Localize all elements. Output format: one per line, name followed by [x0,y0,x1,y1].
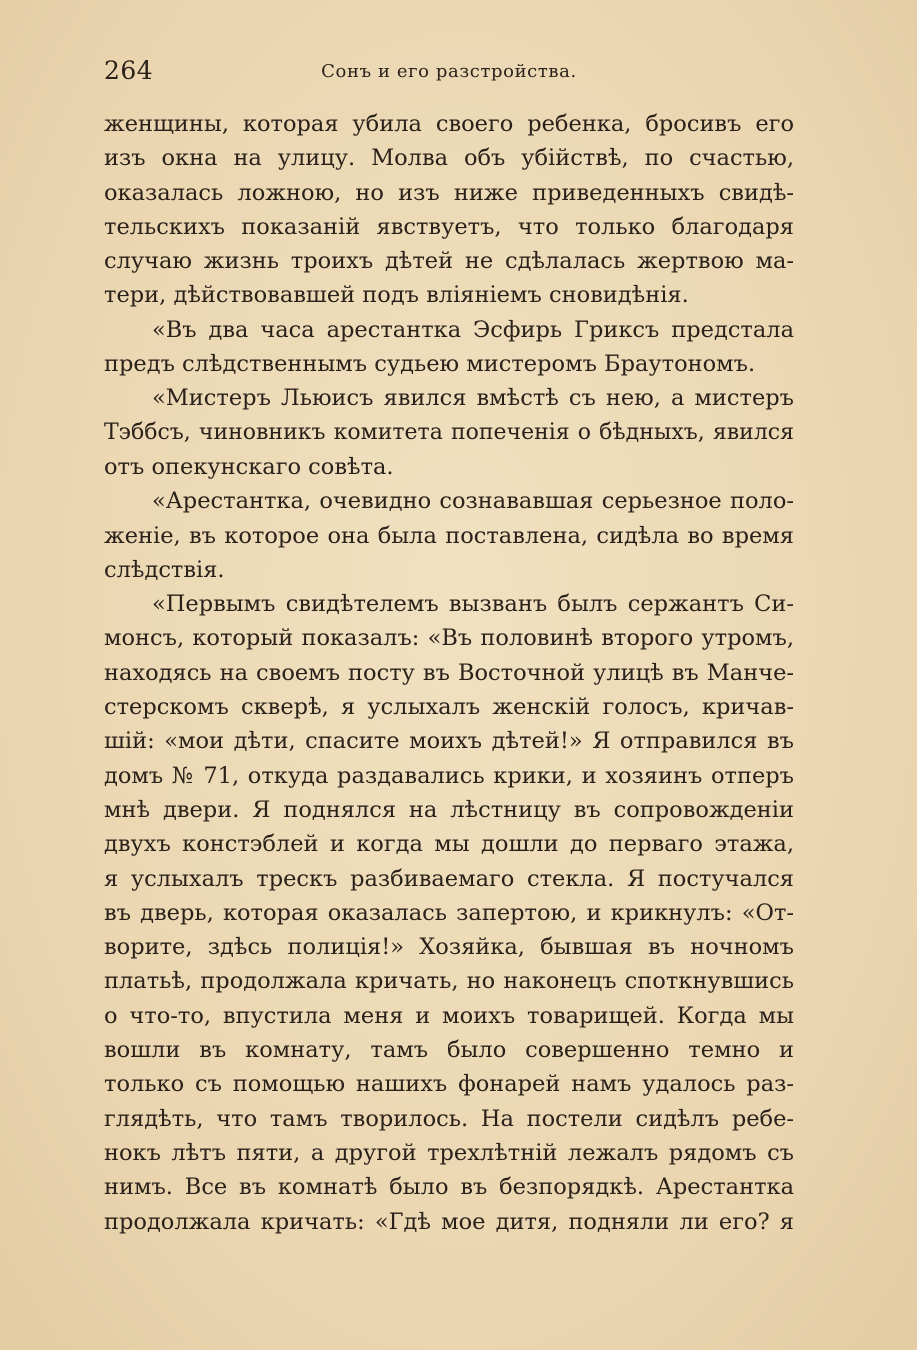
text-line: я услыхалъ трескъ разбиваемаго стекла. Я постучался [104,865,794,892]
text-line: мнѣ двери. Я поднялся на лѣстницу въ сопровожденіи [104,796,794,823]
text-line: платьѣ, продолжала кричать, но наконецъ споткнувшись [104,968,794,995]
text-line: шій: «мои дѣти, спасите моихъ дѣтей!» Я отправился въ [104,728,794,755]
text-line: изъ окна на улицу. Молва объ убійствѣ, по счастью, [104,145,794,172]
text-line: только съ помощью нашихъ фонарей намъ удалось раз- [104,1071,794,1098]
text-line: «Первымъ свидѣтелемъ вызванъ былъ сержантъ Си- [152,591,794,618]
text-line: «Арестантка, очевидно сознававшая серьезное поло- [152,488,794,515]
text-line: Тэббсъ, чиновникъ комитета попеченія о бѣдныхъ, явился [104,419,794,445]
text-line: въ дверь, которая оказалась запертою, и крикнулъ: «От- [104,899,794,926]
text-line: глядѣть, что тамъ творилось. На постели сидѣлъ ребе- [104,1105,794,1132]
text-line: отъ опекунскаго совѣта. [104,453,394,480]
text-line: домъ № 71, откуда раздавались крики, и хозяинъ отперъ [104,762,794,789]
text-line: нимъ. Все въ комнатѣ было въ безпорядкѣ. Арестантка [104,1174,794,1201]
text-line: женіе, въ которое она была поставлена, сидѣла во время [104,522,794,549]
text-line: оказалась ложною, но изъ ниже приведенныхъ свидѣ- [104,179,794,206]
text-line: двухъ констэблей и когда мы дошли до перваго этажа, [104,831,794,858]
text-line: предъ слѣдственнымъ судьею мистеромъ Браутономъ. [104,351,756,378]
text-line: продолжала кричать: «Гдѣ мое дитя, подняли ли его? я [104,1208,794,1235]
page-header [104,56,794,92]
text-line: «Мистеръ Льюисъ явился вмѣстѣ съ нею, а мистеръ [152,385,794,412]
text-line: случаю жизнь троихъ дѣтей не сдѣлалась жертвою ма- [104,248,794,275]
text-line: «Въ два часа арестантка Эсфирь Гриксъ предстала [152,316,794,343]
text-line: о что-то, впустила меня и моихъ товарищей. Когда мы [104,1002,794,1029]
text-line: вошли въ комнату, тамъ было совершенно темно и [104,1037,794,1064]
body-text [104,107,794,1239]
text-line: монсъ, который показалъ: «Въ половинѣ второго утромъ, [104,625,794,652]
text-line: нокъ лѣтъ пяти, а другой трехлѣтній лежалъ рядомъ съ [104,1139,794,1166]
text-line: ворите, здѣсь полиція!» Хозяйка, бывшая въ ночномъ [104,934,794,961]
text-line: тери, дѣйствовавшей подъ вліяніемъ сновидѣнія. [104,282,689,309]
text-line: тельскихъ показаній явствуетъ, что только благодаря [104,213,794,240]
running-title: Сонъ и его разстройства. [321,61,577,82]
text-line: слѣдствія. [104,556,225,583]
page-number: 264 [104,56,154,85]
text-line: находясь на своемъ посту въ Восточной улицѣ въ Манче- [104,659,794,686]
text-line: женщины, которая убила своего ребенка, бросивъ его [104,111,794,137]
text-line: стерскомъ скверѣ, я услыхалъ женскій голосъ, кричав- [104,694,794,721]
